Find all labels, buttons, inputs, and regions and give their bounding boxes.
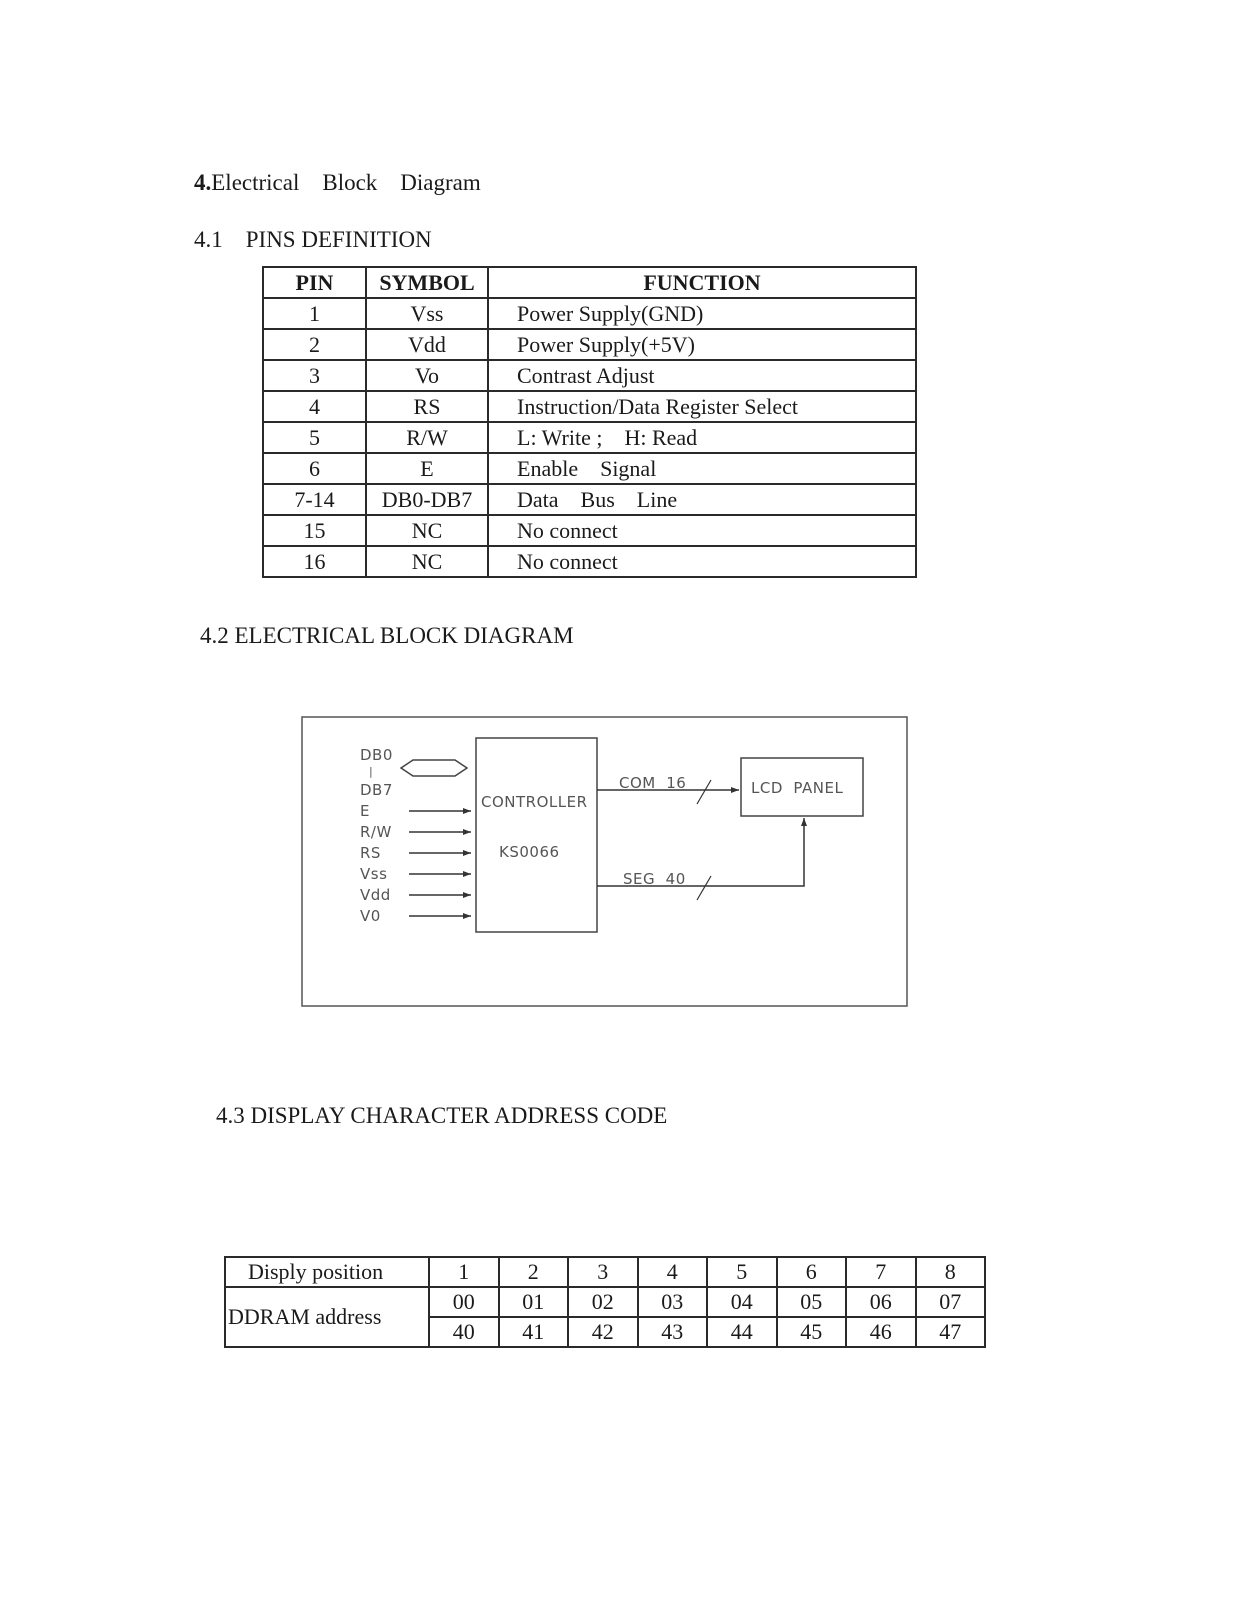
- function-column-header: FUNCTION: [488, 267, 916, 298]
- db7-label: DB7: [360, 781, 393, 799]
- pin-cell: 3: [263, 360, 366, 391]
- pin-cell: 6: [263, 453, 366, 484]
- address-cell: 46: [846, 1317, 916, 1347]
- symbol-cell: Vss: [366, 298, 488, 329]
- display-position-label: Disply position: [225, 1257, 429, 1287]
- address-cell: 43: [638, 1317, 708, 1347]
- address-cell: 01: [499, 1287, 569, 1317]
- position-cell: 8: [916, 1257, 986, 1287]
- controller-label: CONTROLLER: [481, 793, 588, 811]
- lcd-panel-label: LCD PANEL: [751, 779, 844, 797]
- function-cell: No connect: [488, 515, 916, 546]
- table-row: [263, 329, 916, 360]
- function-cell: Contrast Adjust: [488, 360, 916, 391]
- seg-bus-slash: [697, 876, 711, 900]
- function-cell: Enable Signal: [488, 453, 916, 484]
- symbol-cell: Vo: [366, 360, 488, 391]
- address-cell: 00: [429, 1287, 499, 1317]
- position-cell: 7: [846, 1257, 916, 1287]
- input-label-e: E: [360, 802, 370, 820]
- symbol-cell: DB0-DB7: [366, 484, 488, 515]
- pin-cell: 1: [263, 298, 366, 329]
- table-row: [225, 1287, 985, 1317]
- function-cell: L: Write ; H: Read: [488, 422, 916, 453]
- position-cell: 4: [638, 1257, 708, 1287]
- position-cell: 6: [777, 1257, 847, 1287]
- function-cell: Power Supply(+5V): [488, 329, 916, 360]
- table-row: [263, 546, 916, 577]
- function-cell: No connect: [488, 546, 916, 577]
- position-cell: 1: [429, 1257, 499, 1287]
- controller-chip-label: KS0066: [499, 843, 560, 861]
- section-4-number: 4.: [194, 170, 212, 195]
- position-cell: 2: [499, 1257, 569, 1287]
- symbol-cell: RS: [366, 391, 488, 422]
- address-cell: 44: [707, 1317, 777, 1347]
- function-cell: Instruction/Data Register Select: [488, 391, 916, 422]
- data-bus-arrow: [401, 760, 467, 776]
- table-row: [263, 298, 916, 329]
- table-row: [263, 360, 916, 391]
- pin-cell: 15: [263, 515, 366, 546]
- address-cell: 02: [568, 1287, 638, 1317]
- position-cell: 3: [568, 1257, 638, 1287]
- input-label-rw: R/W: [360, 823, 392, 841]
- symbol-cell: NC: [366, 546, 488, 577]
- address-cell: 05: [777, 1287, 847, 1317]
- address-cell: 06: [846, 1287, 916, 1317]
- position-cell: 5: [707, 1257, 777, 1287]
- address-cell: 45: [777, 1317, 847, 1347]
- symbol-column-header: SYMBOL: [366, 267, 488, 298]
- symbol-cell: R/W: [366, 422, 488, 453]
- section-4-2-heading: 4.2 ELECTRICAL BLOCK DIAGRAM: [200, 623, 574, 648]
- com-bus-slash: [697, 780, 711, 804]
- section-4-3-heading: 4.3 DISPLAY CHARACTER ADDRESS CODE: [216, 1103, 668, 1128]
- table-row: [263, 515, 916, 546]
- table-row: [263, 422, 916, 453]
- address-cell: 41: [499, 1317, 569, 1347]
- seg-label: SEG 40: [623, 870, 686, 888]
- db-range-separator: |: [369, 765, 374, 778]
- input-label-vdd: Vdd: [360, 886, 391, 904]
- ddram-address-label: DDRAM address: [225, 1287, 429, 1347]
- address-cell: 40: [429, 1317, 499, 1347]
- pins-definition-table: [262, 266, 917, 578]
- table-row: [263, 484, 916, 515]
- pin-cell: 16: [263, 546, 366, 577]
- input-label-rs: RS: [360, 844, 381, 862]
- table-row: [225, 1257, 985, 1287]
- electrical-block-diagram: [301, 714, 908, 1008]
- pin-cell: 4: [263, 391, 366, 422]
- section-4-1-heading: 4.1 PINS DEFINITION: [194, 227, 432, 252]
- db0-label: DB0: [360, 746, 393, 764]
- ddram-address-table: [224, 1256, 986, 1348]
- section-4-title: Electrical Block Diagram: [211, 170, 481, 195]
- address-cell: 07: [916, 1287, 986, 1317]
- symbol-cell: Vdd: [366, 329, 488, 360]
- address-cell: 03: [638, 1287, 708, 1317]
- controller-box: [476, 738, 597, 932]
- symbol-cell: NC: [366, 515, 488, 546]
- input-label-v0: V0: [360, 907, 381, 925]
- function-cell: Data Bus Line: [488, 484, 916, 515]
- pin-cell: 7-14: [263, 484, 366, 515]
- symbol-cell: E: [366, 453, 488, 484]
- address-cell: 47: [916, 1317, 986, 1347]
- table-row: [263, 453, 916, 484]
- pin-column-header: PIN: [263, 267, 366, 298]
- input-label-vss: Vss: [360, 865, 388, 883]
- table-row: [263, 391, 916, 422]
- address-cell: 42: [568, 1317, 638, 1347]
- function-cell: Power Supply(GND): [488, 298, 916, 329]
- pin-cell: 2: [263, 329, 366, 360]
- pins-table-header-row: [263, 267, 916, 298]
- com-label: COM 16: [619, 774, 687, 792]
- section-4-heading: [194, 170, 481, 196]
- address-cell: 04: [707, 1287, 777, 1317]
- pin-cell: 5: [263, 422, 366, 453]
